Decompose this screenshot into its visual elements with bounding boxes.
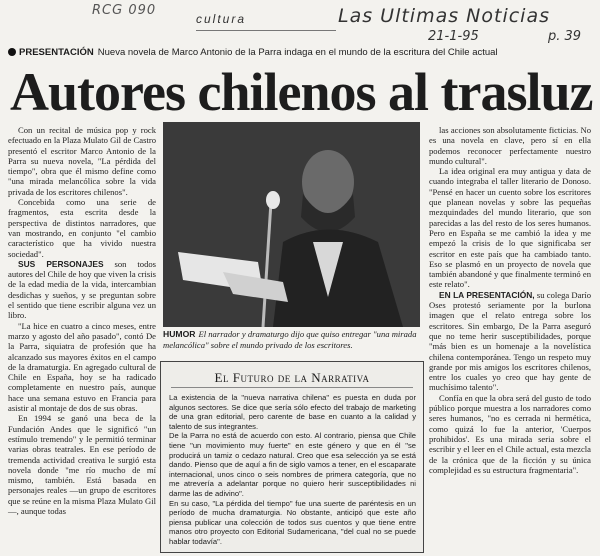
paragraph: Con un recital de música pop y rock efectuado en la Plaza Mulato Gil de Castro presentó el escritor Marco Antonio de la Parra su nueva novela, "La pérdida del tiempo", obra que él mismo define como "una mirada melancólica sobre la vida privada de los escritores chilenos".: [8, 125, 156, 197]
handwritten-code: RCG 090: [92, 3, 157, 18]
subhead: SUS PERSONAJES: [18, 258, 104, 269]
paragraph: "La hice en cuatro a cinco meses, entre marzo y agosto del año pasado", contó De la Parra, siquiatra de profesión que ha alcanzado sus mayores éxitos en el campo de la dramaturgia. En agregado cultural de Chile en España, hoy se ha radicado completamente en nuestro país, aunque hace una semana estuvo en Francia para asistir al montaje de dos de sus obras.: [8, 320, 156, 414]
paragraph: son todos autores del Chile de hoy que viven la crisis de la edad media de la vida, intercambian desdichas y sueños, y se preguntan sobre el sentido que tiene escribir alguna vez un libro.: [8, 258, 157, 321]
kicker-text: Nueva novela de Marco Antonio de la Parra indaga en el mundo de la escritura del Chile actual: [97, 47, 498, 58]
author-photo: [163, 122, 420, 327]
kicker: [8, 47, 598, 58]
headline: Autores chilenos al trasluz: [10, 62, 593, 122]
photo-caption: [163, 329, 420, 350]
paragraph: Concebida como una serie de fragmentos, esta escrita desde la perspectiva de distintos narradores, que van mostrando, en conjunto "el cambio característico que ha vivido nuestra sociedad".: [8, 197, 156, 259]
left-column: [8, 125, 156, 516]
subhead: EN LA PRESENTACIÓN,: [439, 289, 535, 300]
paragraph: La idea original era muy antigua y data de cuando integraba el taller literario de Donoso. "Pensé en hacer un cuento sobre los escritores que planean novelas y sobre las pequeñas mezquindades del mundo literario, que son parecidas a las del resto de los seres humanos. Pero en España se me cambió la idea y me empezó la crisis de lo que significaba ser escritor en este país que ha cambiado tanto. Eso se plasmó en un proyecto de novela que también abandoné y que finalmente terminó en este relato".: [429, 166, 591, 290]
box-title-rule: [171, 387, 413, 388]
handwritten-date: 21-1-95: [428, 29, 479, 44]
paragraph: su colega Darío Oses protestó seriamente por la burlona imagen que el relato entrega sobre los escritores. Sin embargo, De la Parra aseguró que no teme herir susceptibilidades, porque "más bien es un homenaje a la novelística chilena contemporánea. Tengo un respeto muy grande por mis amigos los escritores chilenos, entre los cuales yo creo que hay gente de muchísimo talento".: [429, 289, 591, 393]
section-rule: [196, 30, 336, 31]
handwritten-newspaper-name: Las Ultimas Noticias: [338, 5, 551, 27]
caption-text: El narrador y dramaturgo dijo que quiso entregar "una mirada melancólica" sobre el mundo privado de los escritores.: [163, 329, 417, 350]
photo-illustration: [163, 122, 420, 327]
kicker-label: PRESENTACIÓN: [19, 47, 94, 58]
sidebar-box: [160, 361, 424, 553]
box-title: El Futuro de la Narrativa: [214, 370, 370, 385]
paragraph: Confía en que la obra será del gusto de todo público porque muestra a los narradores como seres humanos, "no es cerrada ni hermética, como quizá lo fue la anterior, 'Cuerpos prohibidos'. Es una mirada seria sobre el escribir y el leer en el Chile actual, esta mezcla de la crónica que de la ficción y su única complejidad es su estructura fragmentaria".: [429, 392, 591, 475]
caption-label: HUMOR: [163, 329, 196, 339]
paragraph: En 1994 se ganó una beca de la Fundación Andes que le significó "un estímulo tremendo" y le permitió terminar varias obras teatrales. En ese período de tremenda actividad creativa le surgió esta novela donde "me río mucho de mí mismo, también. Está basada en personajes reales —un grupo de escritores que se reúne en la misma Plaza Mulato Gil—, aunque todas: [8, 413, 156, 516]
bullet-icon: [8, 48, 16, 56]
box-paragraph: En su caso, "La pérdida del tiempo" fue una suerte de paréntesis en un período de mucha dramaturgia. No obstante, anticipó que este año piensa publicar una colección de todos sus cuentos y que tiene entre manos otro proyecto con Editorial Sudamericana, "del cual no se puede hablar todavía".: [169, 498, 416, 546]
box-paragraph: La existencia de la "nueva narrativa chilena" es puesta en duda por algunos sectores. Se dice que sería sólo efecto del trabajo de marketing de una gran editorial, pero carente de base en cuanto a la calidad y talento de sus integrantes.: [169, 393, 416, 431]
section-label: cultura: [196, 12, 247, 26]
box-paragraph: De la Parra no está de acuerdo con esto. Al contrario, piensa que Chile tiene "un movimiento muy fuerte" en este género y que en él "se producirá un tamiz o cedazo natural. Creo que esa selección ya se está dando. Pienso que de aquí a fin de siglo vamos a tener, en el escaparate internacional, unos cinco o seis nombres de primera categoría, que no me atrevería a adelantar porque no quiero herir susceptibilidades ni darme las de adivino".: [169, 431, 416, 498]
box-body: [169, 393, 416, 547]
handwritten-page: p. 39: [548, 29, 582, 44]
paragraph: las acciones son absolutamente ficticias. No es una novela en clave, pero sí en ella podemos reconocer perfectamente nuestro mundo cultural".: [429, 125, 591, 166]
right-column: [429, 125, 591, 475]
